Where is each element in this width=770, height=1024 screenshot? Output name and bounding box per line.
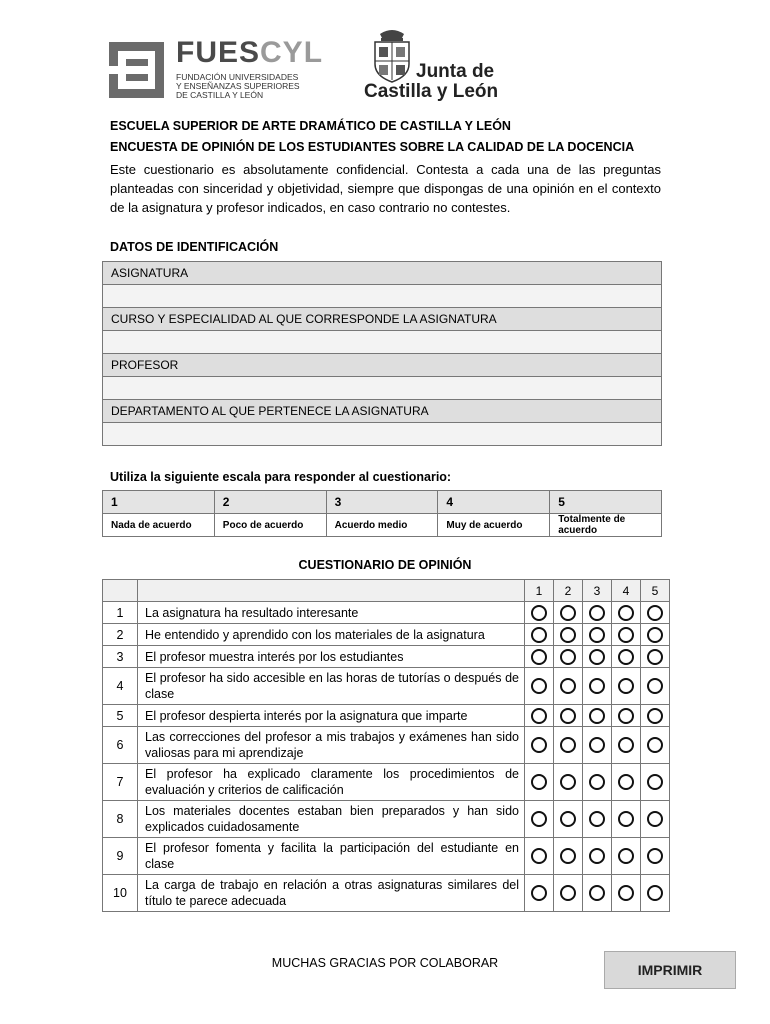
rating-radio-q7-3[interactable] [589, 774, 605, 790]
question-number: 1 [103, 602, 138, 624]
scale-heading: Utiliza la siguiente escala para responder al cuestionario: [110, 470, 452, 484]
rating-radio-q8-3[interactable] [589, 811, 605, 827]
question-row [103, 875, 670, 912]
rating-radio-q8-5[interactable] [647, 811, 663, 827]
question-row [103, 838, 670, 875]
rating-radio-q4-1[interactable] [531, 678, 547, 694]
rating-radio-q3-1[interactable] [531, 649, 547, 665]
rating-radio-q9-4[interactable] [618, 848, 634, 864]
identification-heading: DATOS DE IDENTIFICACIÓN [110, 240, 279, 254]
scale-num: 3 [326, 491, 438, 514]
rating-radio-q10-4[interactable] [618, 885, 634, 901]
scale-label: Acuerdo medio [326, 514, 438, 537]
identification-table [102, 261, 662, 446]
question-number: 9 [103, 838, 138, 875]
fuescyl-wordmark-accent: CYL [260, 36, 324, 69]
rating-radio-q6-5[interactable] [647, 737, 663, 753]
rating-radio-q9-3[interactable] [589, 848, 605, 864]
scale-num: 2 [214, 491, 326, 514]
field-label-asignatura: ASIGNATURA [103, 262, 662, 285]
print-button[interactable]: IMPRIMIR [604, 951, 736, 989]
rating-radio-q2-5[interactable] [647, 627, 663, 643]
question-number: 6 [103, 727, 138, 764]
question-text: La asignatura ha resultado interesante [138, 602, 525, 624]
rating-radio-q9-5[interactable] [647, 848, 663, 864]
fuescyl-logo [176, 38, 323, 100]
rating-radio-q6-3[interactable] [589, 737, 605, 753]
fuescyl-subtitle-line3: DE CASTILLA Y LEÓN [176, 90, 264, 100]
question-text: Los materiales docentes estaban bien preparados y han sido explicados cuidadosamente [138, 801, 525, 838]
field-input-departamento[interactable] [103, 423, 662, 446]
question-number: 7 [103, 764, 138, 801]
scale-num: 5 [550, 491, 662, 514]
question-number: 3 [103, 646, 138, 668]
question-row [103, 624, 670, 646]
scale-num: 1 [103, 491, 215, 514]
fuescyl-subtitle-line2: Y ENSEÑANZAS SUPERIORES [176, 81, 300, 91]
question-number: 4 [103, 668, 138, 705]
column-header: 3 [583, 580, 612, 602]
question-row [103, 668, 670, 705]
scale-label: Totalmente de acuerdo [550, 514, 662, 537]
survey-title: ENCUESTA DE OPINIÓN DE LOS ESTUDIANTES SOBRE LA CALIDAD DE LA DOCENCIA [110, 140, 635, 154]
rating-radio-q1-5[interactable] [647, 605, 663, 621]
scale-label: Muy de acuerdo [438, 514, 550, 537]
junta-line2: Castilla y León [364, 81, 499, 102]
field-label-profesor: PROFESOR [103, 354, 662, 377]
field-input-asignatura[interactable] [103, 285, 662, 308]
rating-radio-q3-4[interactable] [618, 649, 634, 665]
rating-radio-q1-4[interactable] [618, 605, 634, 621]
question-text: El profesor ha sido accesible en las horas de tutorías o después de clase [138, 668, 525, 705]
rating-radio-q4-2[interactable] [560, 678, 576, 694]
rating-radio-q9-2[interactable] [560, 848, 576, 864]
fuescyl-wordmark [176, 38, 323, 68]
question-number: 5 [103, 705, 138, 727]
question-text: El profesor muestra interés por los estudiantes [138, 646, 525, 668]
junta-logo-text [364, 62, 498, 102]
rating-radio-q2-1[interactable] [531, 627, 547, 643]
question-row [103, 764, 670, 801]
rating-radio-q9-1[interactable] [531, 848, 547, 864]
question-text: La carga de trabajo en relación a otras asignaturas similares del título te parece adecuada [138, 875, 525, 912]
field-label-curso: CURSO Y ESPECIALIDAD AL QUE CORRESPONDE LA ASIGNATURA [103, 308, 662, 331]
rating-radio-q10-5[interactable] [647, 885, 663, 901]
column-header: 4 [612, 580, 641, 602]
fuescyl-subtitle-line1: FUNDACIÓN UNIVERSIDADES [176, 72, 299, 82]
rating-radio-q7-2[interactable] [560, 774, 576, 790]
rating-radio-q1-2[interactable] [560, 605, 576, 621]
fuescyl-wordmark-main: FUES [176, 36, 261, 69]
rating-radio-q5-3[interactable] [589, 708, 605, 724]
rating-radio-q10-2[interactable] [560, 885, 576, 901]
scale-table [102, 490, 662, 537]
rating-radio-q4-3[interactable] [589, 678, 605, 694]
question-row [103, 801, 670, 838]
school-title: ESCUELA SUPERIOR DE ARTE DRAMÁTICO DE CASTILLA Y LEÓN [110, 119, 511, 133]
rating-radio-q5-4[interactable] [618, 708, 634, 724]
rating-radio-q8-2[interactable] [560, 811, 576, 827]
column-header: 2 [554, 580, 583, 602]
question-number: 10 [103, 875, 138, 912]
question-text: Las correcciones del profesor a mis trabajos y exámenes han sido valiosas para mi aprendizaje [138, 727, 525, 764]
rating-radio-q6-1[interactable] [531, 737, 547, 753]
question-row [103, 705, 670, 727]
rating-radio-q8-4[interactable] [618, 811, 634, 827]
field-label-departamento: DEPARTAMENTO AL QUE PERTENECE LA ASIGNATURA [103, 400, 662, 423]
column-header: 1 [525, 580, 554, 602]
thanks-message: MUCHAS GRACIAS POR COLABORAR [271, 956, 499, 970]
rating-radio-q3-3[interactable] [589, 649, 605, 665]
rating-radio-q2-3[interactable] [589, 627, 605, 643]
question-text: El profesor despierta interés por la asignatura que imparte [138, 705, 525, 727]
intro-paragraph: Este cuestionario es absolutamente confidencial. Contesta a cada una de las preguntas planteadas con sinceridad y objetividad, siempre que dispongas de una opinión en el contexto de la asignatura y profesor indicados, en caso contrario no contestes. [110, 162, 661, 215]
question-text: El profesor fomenta y facilita la participación del estudiante en clase [138, 838, 525, 875]
rating-radio-q2-4[interactable] [618, 627, 634, 643]
rating-radio-q3-2[interactable] [560, 649, 576, 665]
rating-radio-q5-2[interactable] [560, 708, 576, 724]
question-number: 8 [103, 801, 138, 838]
questionnaire-heading: CUESTIONARIO DE OPINIÓN [298, 558, 472, 572]
scale-label: Poco de acuerdo [214, 514, 326, 537]
rating-radio-q7-1[interactable] [531, 774, 547, 790]
question-row [103, 646, 670, 668]
rating-radio-q8-1[interactable] [531, 811, 547, 827]
column-header: 5 [641, 580, 670, 602]
rating-radio-q4-4[interactable] [618, 678, 634, 694]
rating-radio-q5-1[interactable] [531, 708, 547, 724]
question-row [103, 727, 670, 764]
rating-radio-q3-5[interactable] [647, 649, 663, 665]
questionnaire-header-row [103, 580, 670, 602]
fuescyl-logo-mark [109, 42, 164, 98]
question-row [103, 602, 670, 624]
rating-radio-q10-3[interactable] [589, 885, 605, 901]
question-number: 2 [103, 624, 138, 646]
rating-radio-q1-1[interactable] [531, 605, 547, 621]
rating-radio-q7-4[interactable] [618, 774, 634, 790]
scale-num: 4 [438, 491, 550, 514]
questionnaire-table [102, 579, 670, 912]
rating-radio-q6-4[interactable] [618, 737, 634, 753]
rating-radio-q4-5[interactable] [647, 678, 663, 694]
rating-radio-q5-5[interactable] [647, 708, 663, 724]
rating-radio-q1-3[interactable] [589, 605, 605, 621]
field-input-curso[interactable] [103, 331, 662, 354]
rating-radio-q6-2[interactable] [560, 737, 576, 753]
scale-label: Nada de acuerdo [103, 514, 215, 537]
junta-line1: Junta de [416, 61, 495, 82]
question-text: He entendido y aprendido con los materiales de la asignatura [138, 624, 525, 646]
question-text: El profesor ha explicado claramente los procedimientos de evaluación y criterios de calificación [138, 764, 525, 801]
rating-radio-q10-1[interactable] [531, 885, 547, 901]
rating-radio-q2-2[interactable] [560, 627, 576, 643]
rating-radio-q7-5[interactable] [647, 774, 663, 790]
field-input-profesor[interactable] [103, 377, 662, 400]
